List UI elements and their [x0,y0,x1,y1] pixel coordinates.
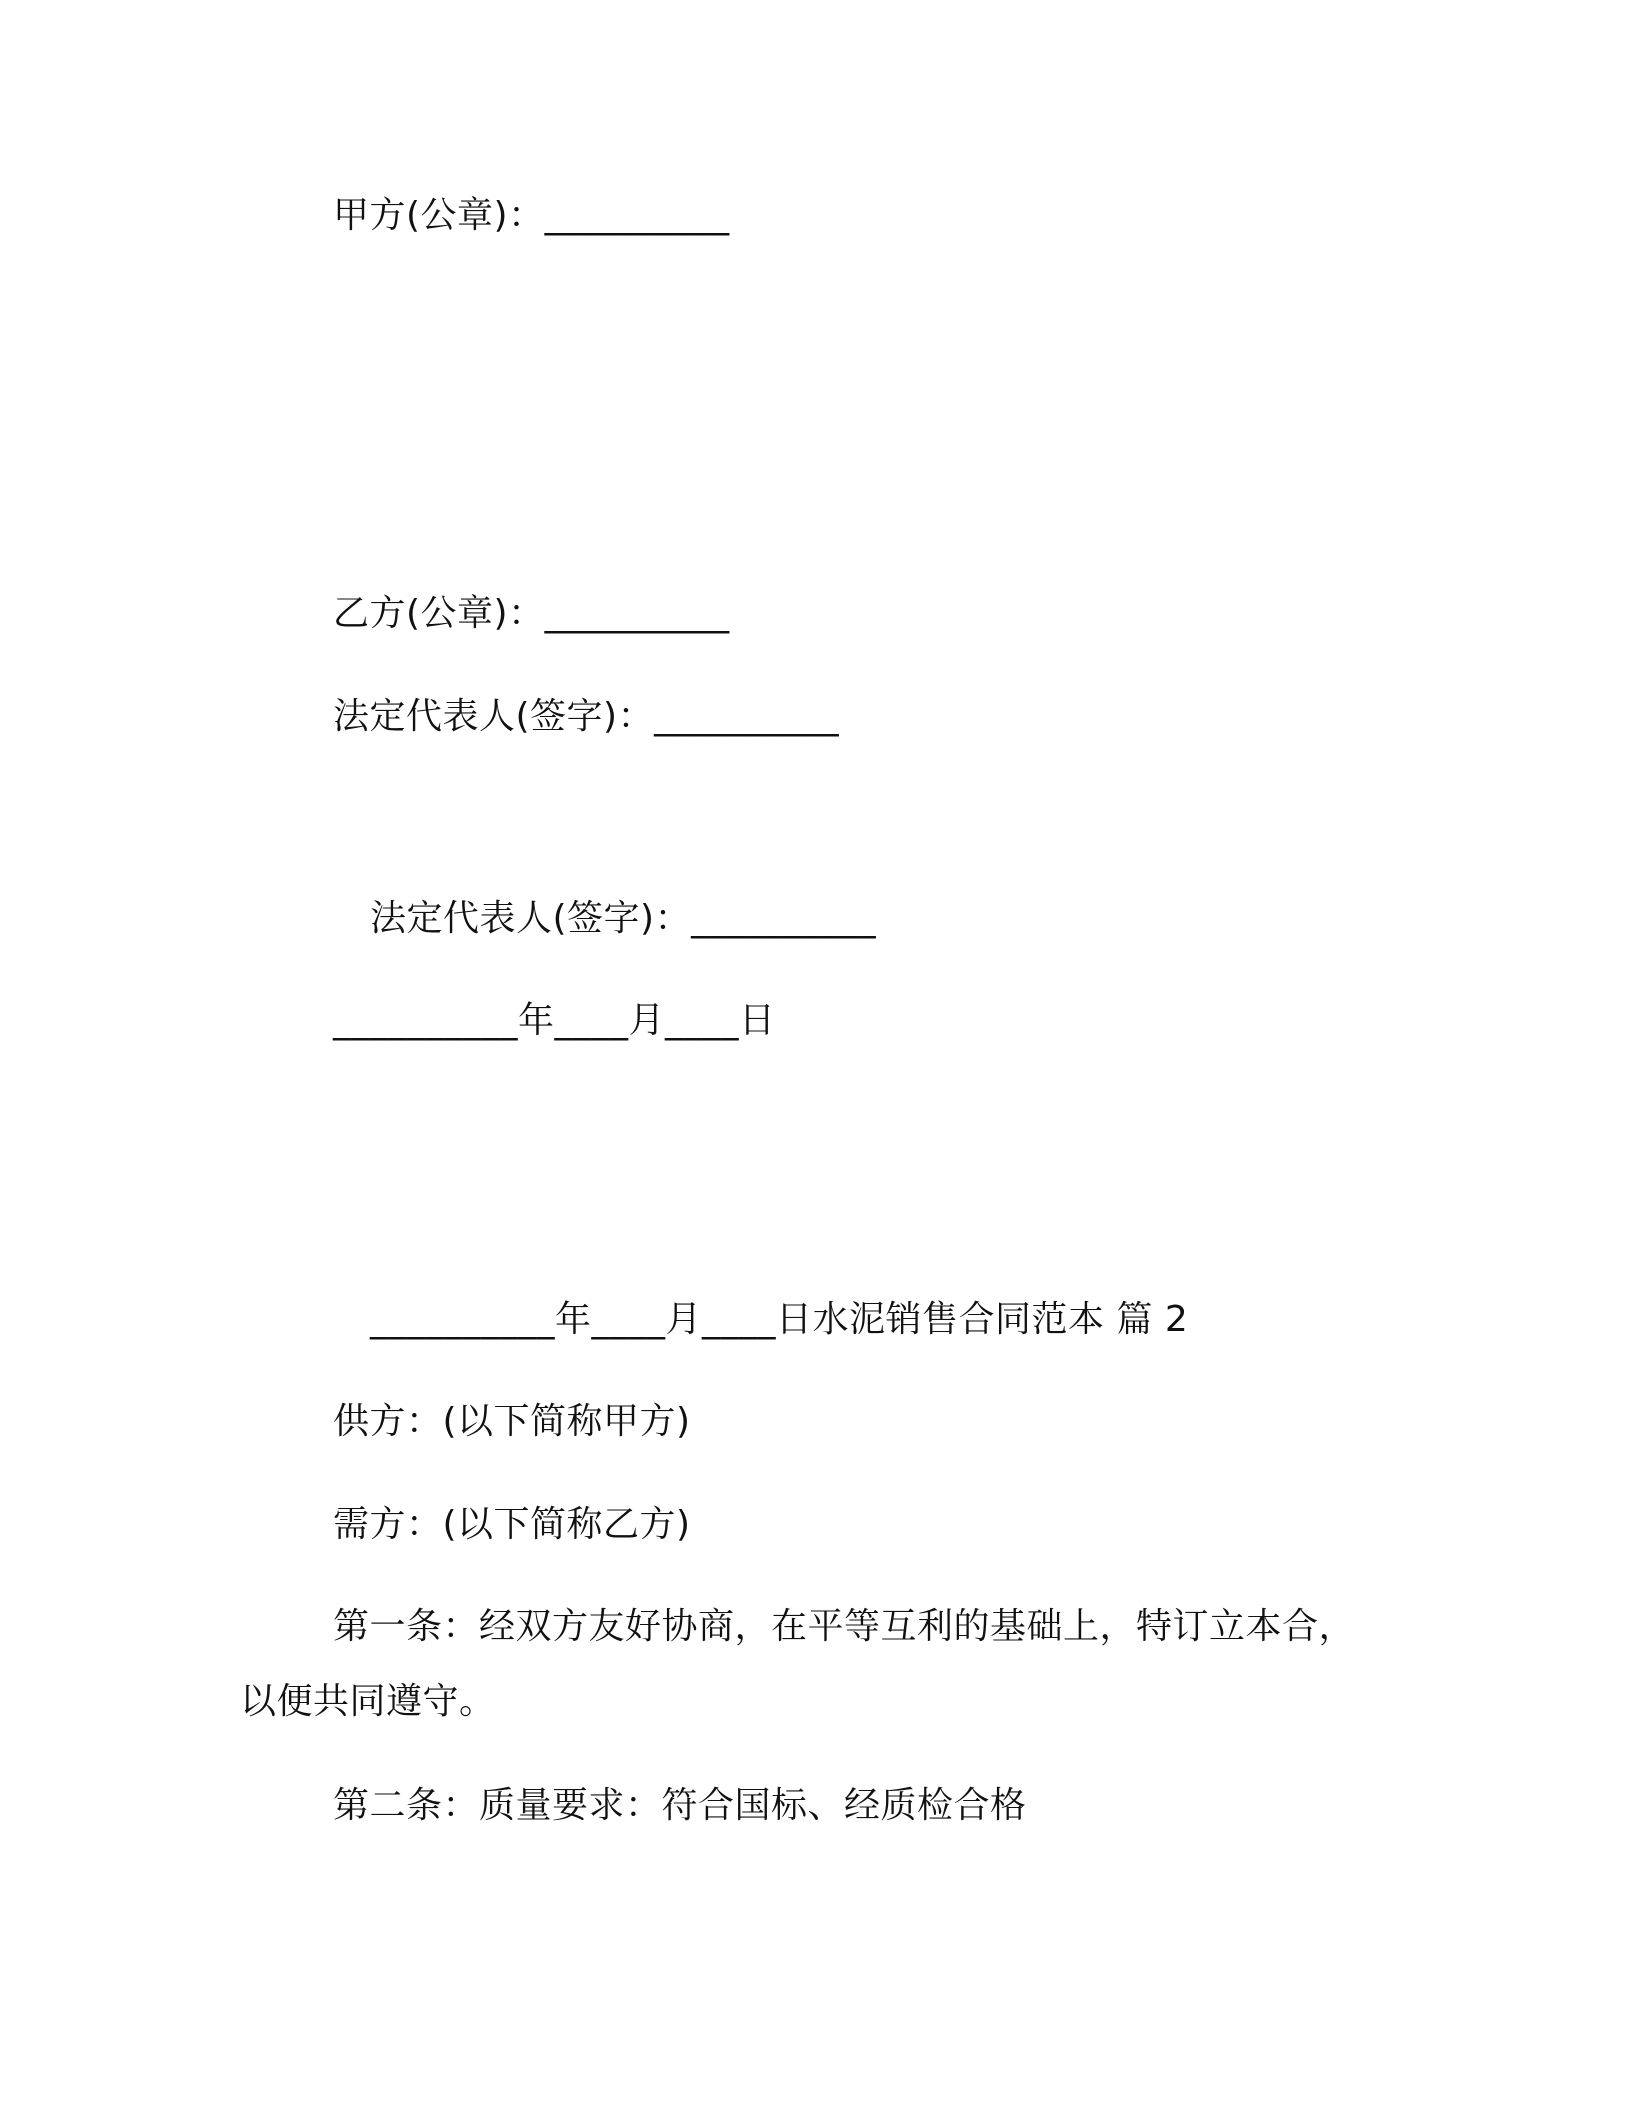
date-line: __________年____月____日 [333,1000,776,1041]
supplier-line: 供方：(以下简称甲方) [333,1401,691,1442]
party-b-seal-line: 乙方(公章)：__________ [333,593,730,634]
article-one-continuation: 以便共同遵守。 [240,1681,496,1722]
article-one-paragraph: 第一条：经双方友好协商，在平等互利的基础上，特订立本合， [333,1606,1356,1647]
legal-representative-signature-line: 法定代表人(签字)：__________ [333,696,840,737]
buyer-line: 需方：(以下简称乙方) [333,1504,691,1545]
party-a-seal-line: 甲方(公章)：__________ [333,195,730,236]
legal-representative-signature-line-2: 法定代表人(签字)：__________ [370,898,877,939]
section-heading: __________年____月____日水泥销售合同范本 篇 2 [370,1299,1189,1340]
article-two-paragraph: 第二条：质量要求：符合国标、经质检合格 [333,1785,1027,1826]
